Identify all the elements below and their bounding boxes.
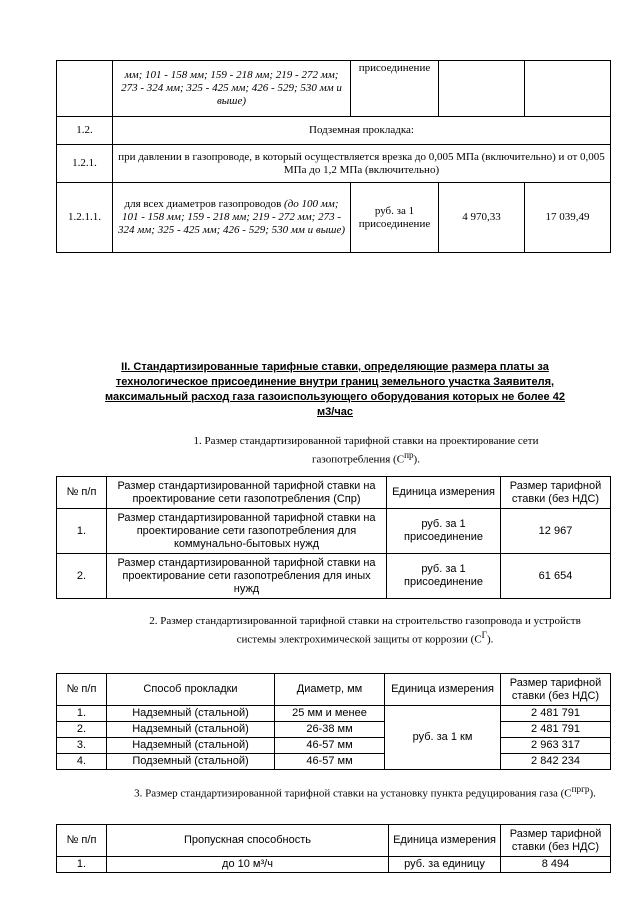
column-header: Способ прокладки xyxy=(107,674,275,706)
table-row: 3. Надземный (стальной) 46-57 мм 2 963 317 xyxy=(57,738,611,754)
table-row: 4. Подземный (стальной) 46-57 мм 2 842 234 xyxy=(57,754,611,770)
subheading-design-rate: 1. Размер стандартизированной тарифной ставки на проектирование сети газопотребления $(C^{пр})$. xyxy=(193,435,539,466)
column-header: Единица измерения xyxy=(387,477,501,509)
reduction-point-rate-table xyxy=(56,824,611,873)
table-continuation xyxy=(56,60,611,253)
row-number: 1.2.1. xyxy=(57,145,113,183)
unit-cell: присоединение xyxy=(351,61,439,117)
table-header-row xyxy=(57,674,611,706)
design-rate-table xyxy=(56,476,611,599)
table-row: 1. до 10 м³/ч руб. за единицу 8 494 xyxy=(57,857,611,873)
unit-cell: руб. за 1 присоединение xyxy=(351,183,439,253)
column-header: Размер стандартизированной тарифной ставки на проектирование сети газопотребления (Спр) xyxy=(107,477,387,509)
column-header: Пропускная способность xyxy=(107,825,389,857)
unit-cell: руб. за 1 км xyxy=(385,706,501,770)
table-row xyxy=(57,183,611,253)
pressure-condition: при давлении в газопроводе, в который осуществляется врезка до 0,005 МПа (включительно) и от 0,005 МПа до 1,2 МПа (включительно) xyxy=(113,145,611,183)
column-header: Размер тарифной ставки (без НДС) xyxy=(501,477,611,509)
value-cell: 4 970,33 xyxy=(439,183,525,253)
table-row xyxy=(57,145,611,183)
table-row: 2. Размер стандартизированной тарифной ставки на проектирование сети газопотребления для иных нужд руб. за 1 присоединение 61 654 xyxy=(57,554,611,599)
diameter-description: для всех диаметров газопроводов (до 100 мм; 101 - 158 мм; 159 - 218 мм; 219 - 272 мм; 273 - 324 мм; 325 - 425 мм; 426 - 529; 530 мм и выше) xyxy=(113,183,351,253)
value-cell: 17 039,49 xyxy=(525,183,611,253)
subheading-reduction-point-rate: 3. Размер стандартизированной тарифной ставки на установку пункта редуцирования газа $(C^{пргр})$. xyxy=(134,784,596,800)
table-row: 1. Размер стандартизированной тарифной ставки на проектирование сети газопотребления для коммунально-бытовых нужд руб. за 1 присоединение 12 967 xyxy=(57,509,611,554)
table-header-row xyxy=(57,477,611,509)
column-header: Единица измерения xyxy=(389,825,501,857)
column-header: Размер тарифной ставки (без НДС) xyxy=(501,825,611,857)
column-header: № п/п xyxy=(57,825,107,857)
diameter-description: мм; 101 - 158 мм; 159 - 218 мм; 219 - 272 мм; 273 - 324 мм; 325 - 425 мм; 426 - 529; 530 мм и выше) xyxy=(113,61,351,117)
column-header: № п/п xyxy=(57,477,107,509)
table-row xyxy=(57,117,611,145)
row-number: 1.2.1.1. xyxy=(57,183,113,253)
table-row: 2. Надземный (стальной) 26-38 мм 2 481 791 xyxy=(57,722,611,738)
column-header: Диаметр, мм xyxy=(275,674,385,706)
section-heading: II. Стандартизированные тарифные ставки, определяющие размера платы за технологическое присоединение внутри границ земельного участка Заявителя, максимальный расход газа газоиспользующего оборудования которых не более 42 м3/час xyxy=(105,361,565,418)
table-row: 1. Надземный (стальной) 25 мм и менее руб. за 1 км 2 481 791 xyxy=(57,706,611,722)
section-title: Подземная прокладка: xyxy=(113,117,611,145)
column-header: № п/п xyxy=(57,674,107,706)
subheading-construction-rate: 2. Размер стандартизированной тарифной ставки на строительство газопровода и устройств системы электрохимической защиты от коррозии $(C^Г)$. xyxy=(149,615,581,646)
table-row xyxy=(57,61,611,117)
column-header: Единица измерения xyxy=(385,674,501,706)
table-header-row xyxy=(57,825,611,857)
row-number: 1.2. xyxy=(57,117,113,145)
column-header: Размер тарифной ставки (без НДС) xyxy=(501,674,611,706)
construction-rate-table xyxy=(56,673,611,770)
